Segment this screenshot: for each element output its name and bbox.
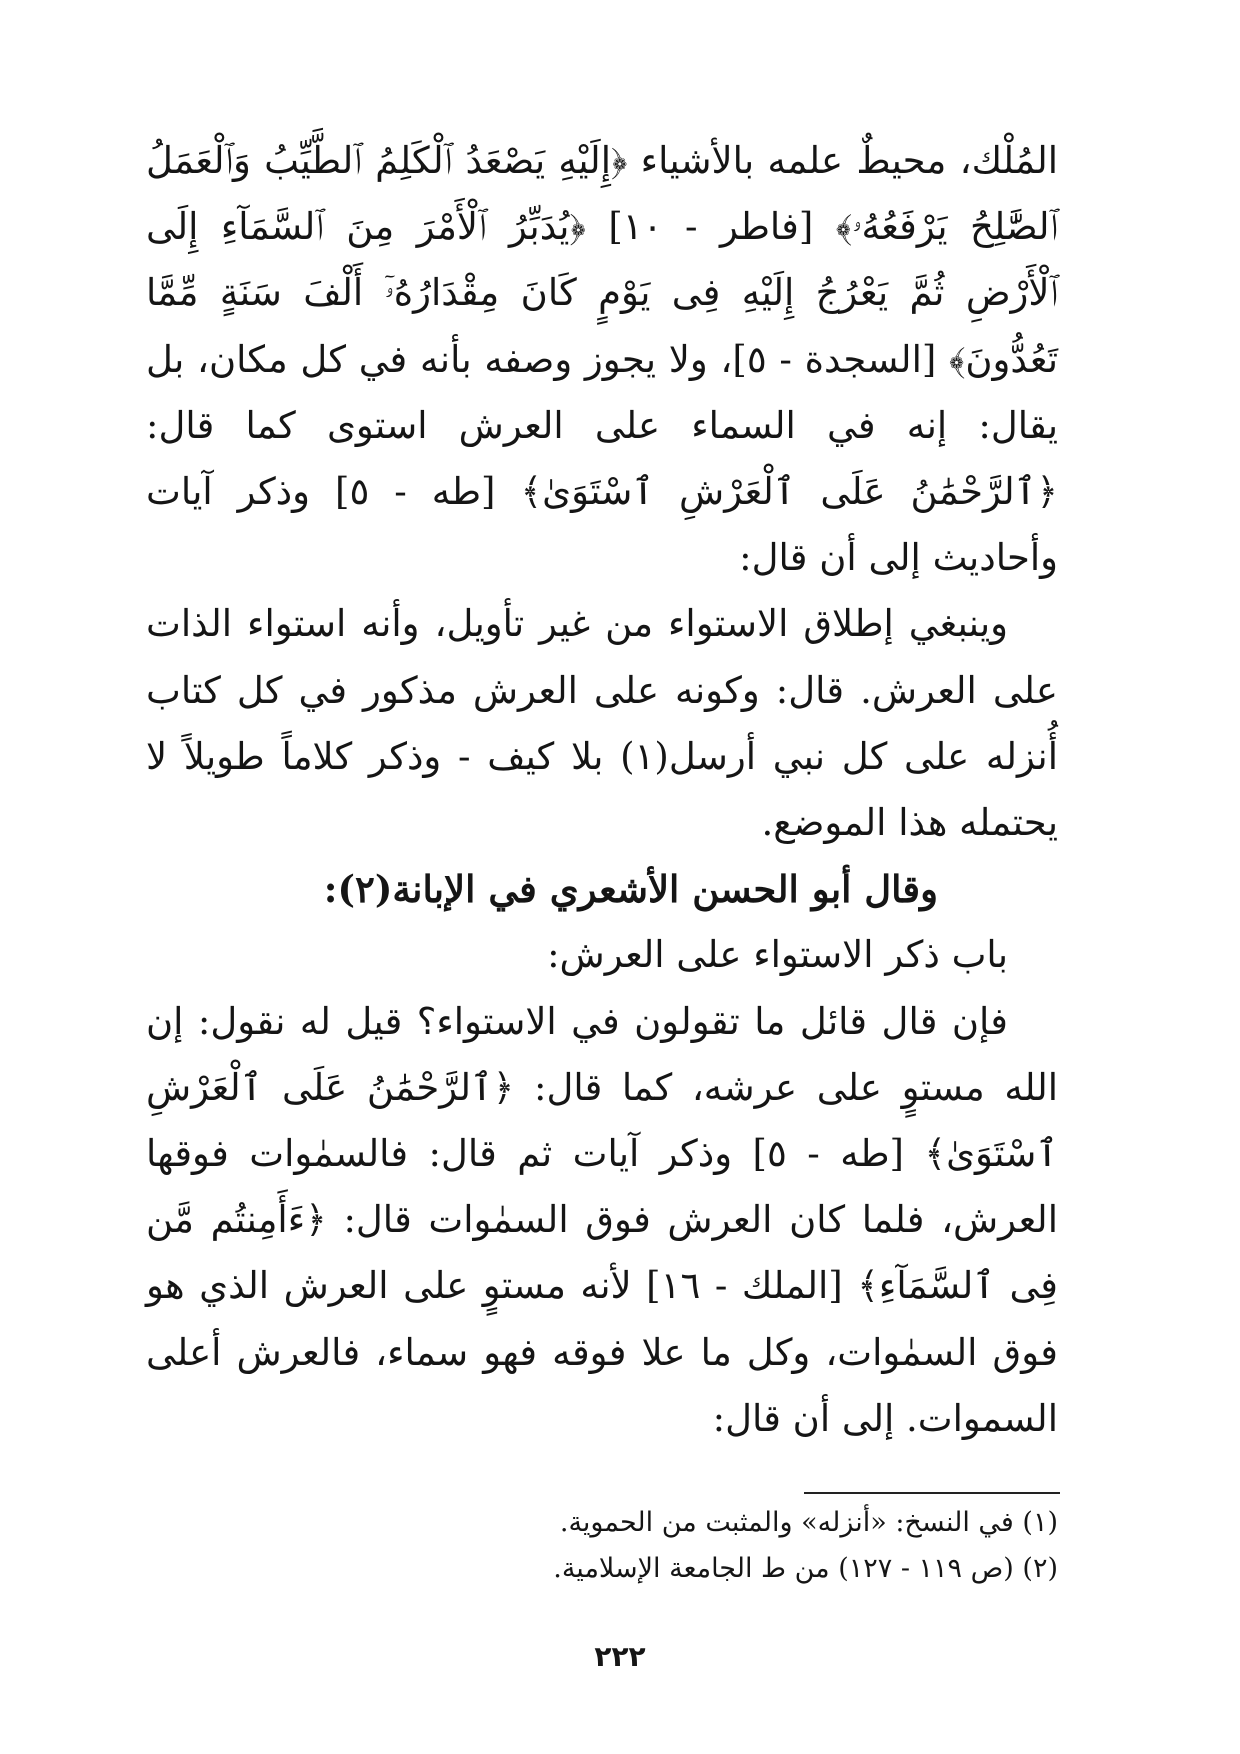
paragraph-2: وينبغي إطلاق الاستواء من غير تأويل، وأنه استواء الذات على العرش. قال: وكونه على العرش مذكور في كل كتاب أُنزله على كل نبي أرسل(١) بلا كيف - وذكر كلاماً طويلاً لا يحتمله هذا الموضع.	[146, 602, 1059, 845]
paragraph-1: المُلْك، محيطٌ علمه بالأشياء ﴿إِلَيْهِ يَصْعَدُ ٱلْكَلِمُ ٱلطَّيِّبُ وَٱلْعَمَلُ ٱلصَّٰلِحُ يَرْفَعُهُۥ﴾ [فاطر - ١٠] ﴿يُدَبِّرُ ٱلْأَمْرَ مِنَ ٱلسَّمَآءِ إِلَى ٱلْأَرْضِ ثُمَّ يَعْرُجُ إِلَيْهِ فِى يَوْمٍ كَانَ مِقْدَارُهُۥٓ أَلْفَ سَنَةٍ مِّمَّا تَعُدُّونَ﴾ [السجدة - ٥]، ولا يجوز وصفه بأنه في كل مكان، بل يقال: إنه في السماء على العرش استوى كما قال: ﴿ٱلرَّحْمَٰنُ عَلَى ٱلْعَرْشِ ٱسْتَوَىٰ﴾ [طه - ٥] وذكر آيات وأحاديث إلى أن قال:	[146, 139, 1058, 580]
footnote-divider	[804, 1492, 1060, 1494]
paragraph-5: فإن قال قائل ما تقولون في الاستواء؟ قيل له نقول: إن الله مستوٍ على عرشه، كما قال: ﴿ٱلرَّحْمَٰنُ عَلَى ٱلْعَرْشِ ٱسْتَوَىٰ﴾ [طه - ٥] وذكر آيات ثم قال: فالسمٰوات فوقها العرش، فلما كان العرش فوق السمٰوات قال: ﴿ءَأَمِنتُم مَّن فِى ٱلسَّمَآءِ﴾ [الملك - ١٦] لأنه مستوٍ على العرش الذي هو فوق السمٰوات، وكل ما علا فوقه فهو سماء، فالعرش أعلى السموات. إلى أن قال:	[146, 999, 1058, 1440]
footnotes	[146, 1500, 1058, 1592]
footnote-2: (٢) (ص ١١٩ - ١٢٧) من ط الجامعة الإسلامية.	[553, 1553, 1058, 1584]
page-number: ٢٢٢	[594, 1640, 646, 1673]
section-heading: وقال أبو الحسن الأشعري في الإبانة(٢):	[323, 867, 938, 912]
footnote-1: (١) في النسخ: «أنزله» والمثبت من الحموية.	[559, 1507, 1058, 1538]
chapter-title: باب ذكر الاستواء على العرش:	[547, 933, 1008, 977]
main-text	[146, 128, 1058, 1452]
